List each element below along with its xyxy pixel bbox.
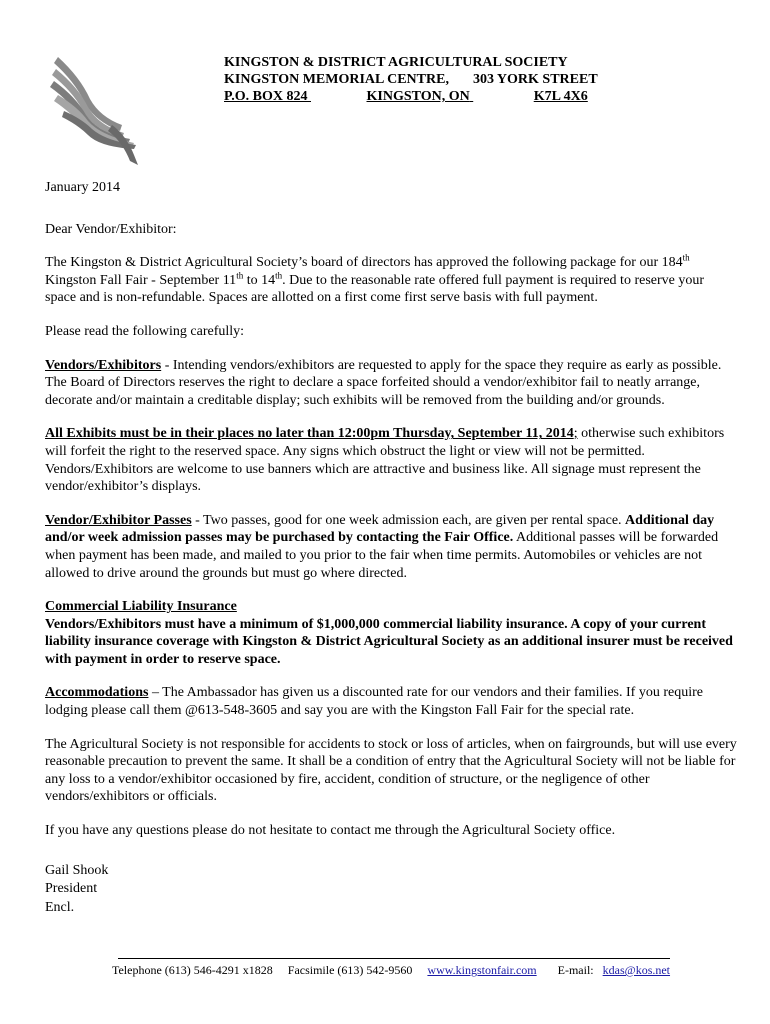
org-name: KINGSTON & DISTRICT AGRICULTURAL SOCIETY [224, 55, 568, 70]
street-address: 303 YORK STREET [472, 72, 598, 87]
footer-rule [118, 958, 670, 959]
signer-title: President [45, 881, 98, 897]
intro-paragraph: The Kingston & District Agricultural Society’s board of directors has approved the following package for our 184th Kingston Fall Fair - September 11th to 14th. Due to the reasonable rate offered full payment is required to reserve your space and is non-refundable. Spaces are allotted on a first come first serve basis with full payment. [45, 252, 705, 306]
liability-paragraph: Commercial Liability Insurance Vendors/Exhibitors must have a minimum of $1,000,000 commercial liability insurance. A copy of your current liability insurance coverage with Kingston & District Agricultural Society as an additional insurer must be received with payment in order to reserve space. [45, 599, 733, 667]
responsibility-paragraph: The Agricultural Society is not responsible for accidents to stock or loss of articles, when on fairgrounds, but will use every reasonable precaution to prevent the same. It shall be a condition of entry that the Agricultural Society will not be liable for any loss to a vendor/exhibitor occasioned by fire, accident, condition of structure, or the negligence of other vendors/exhibitors or officials. [45, 736, 737, 805]
salutation: Dear Vendor/Exhibitor: [45, 221, 177, 237]
email-link[interactable]: kdas@kos.net [602, 963, 671, 977]
letter-date: January 2014 [45, 180, 121, 195]
deadline-heading: All Exhibits must be in their places no later than 12:00pm Thursday, September 11, 2014 [45, 426, 574, 442]
footer-facsimile: Facsimile (613) 542-9560 [287, 963, 413, 977]
passes-heading: Vendor/Exhibitor Passes [45, 512, 192, 528]
vendors-paragraph: Vendors/Exhibitors - Intending vendors/exhibitors are requested to apply for the space they require as early as possible. The Board of Directors reserves the right to declare a space forfeited should a vendor/exhibitor fail to neatly arrange, decorate and/or maintain a creditable display; such exhibits will be removed from the building and/or grounds. [45, 357, 722, 408]
letter-body [45, 179, 737, 917]
letterhead [224, 54, 624, 105]
footer [45, 962, 737, 978]
deadline-paragraph: All Exhibits must be in their places no later than 12:00pm Thursday, September 11, 2014; otherwise such exhibitors will forfeit the right to the reserved space. Any signs which obstruct the light or view will not be permitted. Vendors/Exhibitors are welcome to use banners which are attractive and business like. All signage must represent the vendor/exhibitor’s displays. [45, 426, 725, 495]
accommodations-heading: Accommodations [45, 685, 149, 701]
centre-name: KINGSTON MEMORIAL CENTRE, [224, 72, 449, 87]
po-box: P.O. BOX 824 [224, 89, 308, 104]
enclosure-note: Encl. [45, 899, 75, 915]
footer-telephone: Telephone (613) 546-4291 x1828 [111, 963, 273, 977]
website-link[interactable]: www.kingstonfair.com [427, 963, 537, 977]
society-logo [50, 55, 142, 167]
please-read: Please read the following carefully: [45, 323, 245, 339]
postal-code: K7L 4X6 [533, 89, 588, 104]
passes-paragraph: Vendor/Exhibitor Passes - Two passes, good for one week admission each, are given per rental space. Additional day and/or week admission passes may be purchased by contacting the Fair Office. Additional passes will be forwarded when payment has been made, and mailed to you prior to the fair when time permits. Automobiles or vehicles are not allowed to drive around the grounds but must go where directed. [45, 512, 719, 581]
email-label: E-mail: [557, 963, 594, 977]
vendors-heading: Vendors/Exhibitors [45, 357, 162, 373]
liability-heading: Commercial Liability Insurance [45, 599, 237, 615]
contact-paragraph: If you have any questions please do not hesitate to contact me through the Agricultural Society office. [45, 823, 616, 839]
signer-name: Gail Shook [45, 862, 109, 878]
signature-block [45, 862, 737, 918]
accommodations-paragraph: Accommodations – The Ambassador has given us a discounted rate for our vendors and their families. If you require lodging please call them @613-548-3605 and say you are with the Kingston Fall Fair for the special rate. [45, 685, 703, 719]
city: KINGSTON, ON [366, 89, 470, 104]
